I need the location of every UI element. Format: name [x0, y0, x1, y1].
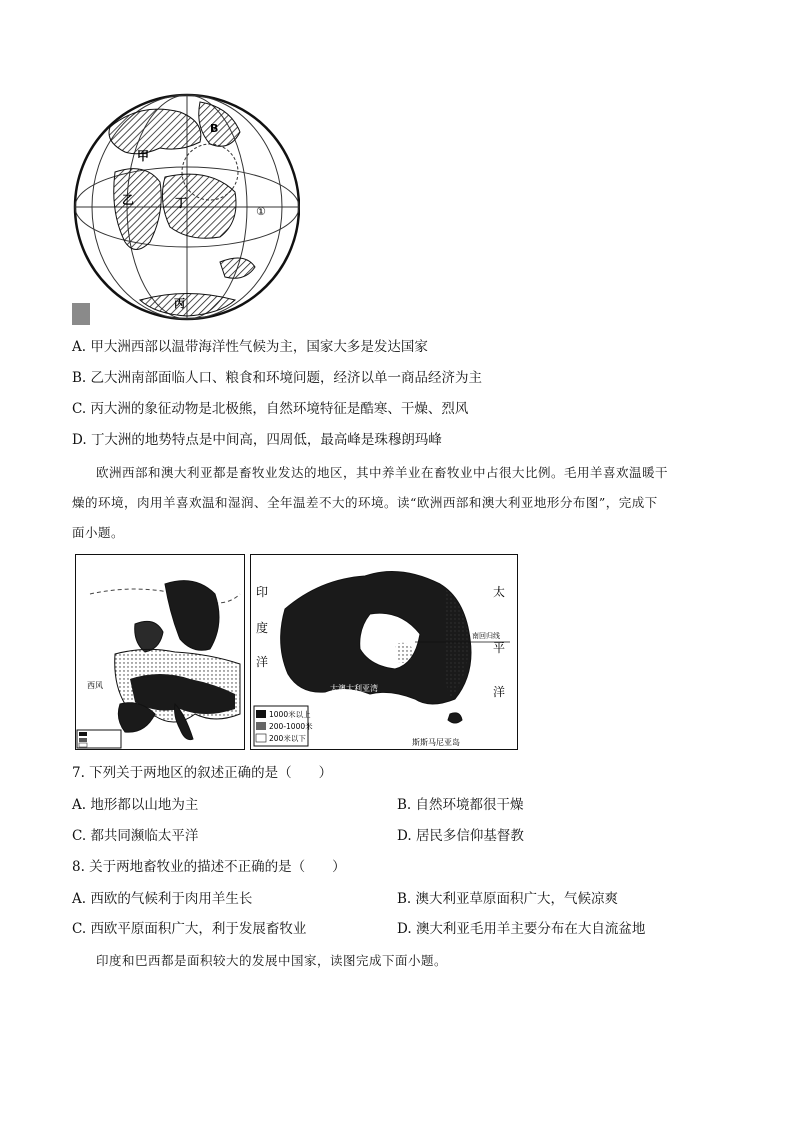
option-text: 甲大洲西部以温带海洋性气候为主，国家大多是发达国家 [90, 339, 428, 355]
option-a-prev[interactable] [72, 338, 428, 356]
option-d-prev[interactable] [72, 431, 442, 449]
option-letter: B. [72, 370, 87, 386]
option-b-prev[interactable] [72, 369, 482, 387]
option-letter: A. [72, 797, 87, 813]
option-letter: D. [72, 432, 87, 448]
option-letter: D. [397, 828, 412, 844]
q8-option-b[interactable] [397, 890, 618, 908]
ocean-pacific-1: 太 [493, 585, 506, 599]
label-ding: 丁 [175, 196, 188, 210]
option-text: 地形都以山地为主 [90, 797, 199, 813]
option-letter: A. [72, 891, 87, 907]
ocean-pacific-3: 洋 [493, 685, 506, 699]
globe-map [70, 82, 300, 327]
europe-map [75, 554, 245, 750]
island-label: 斯斯马尼亚岛 [412, 738, 460, 747]
option-text: 自然环境都很干燥 [415, 797, 524, 813]
option-letter: A. [72, 339, 87, 355]
option-text: 澳大利亚草原面积广大，气候凉爽 [415, 891, 619, 907]
option-text: 居民多信仰基督教 [415, 828, 524, 844]
label-yi: 乙 [122, 193, 135, 207]
closing-paragraph: 印度和巴西都是面积较大的发展中国家，读图完成下面小题。 [96, 953, 448, 968]
option-text: 乙大洲南部面临人口、粮食和环境问题，经济以单一商品经济为主 [90, 370, 483, 386]
q8-option-d[interactable] [397, 920, 645, 938]
option-c-prev[interactable] [72, 400, 468, 418]
option-text: 都共同濒临太平洋 [90, 828, 199, 844]
option-letter: B. [397, 797, 412, 813]
question-8-stem: 8. 关于两地畜牧业的描述不正确的是（ ） [72, 859, 346, 875]
intro-line-2: 燥的环境，肉用羊喜欢温和湿润、全年温差不大的环境。读“欧洲西部和澳大利亚地形分布图”，完成下 [72, 495, 658, 510]
legend-mid: 200-1000米 [269, 722, 313, 731]
intro-line-3: 面小题。 [72, 525, 125, 540]
label-jia: 甲 [137, 149, 150, 163]
q7-option-c[interactable] [72, 827, 198, 845]
option-letter: C. [72, 921, 87, 937]
ocean-indian-3: 洋 [256, 655, 269, 669]
ocean-indian-2: 度 [256, 621, 269, 635]
option-letter: C. [72, 401, 87, 417]
australia-map [250, 554, 518, 750]
option-letter: B. [397, 891, 412, 907]
label-bing: 丙 [174, 297, 185, 310]
option-text: 丙大洲的象征动物是北极熊，自然环境特征是酷寒、干燥、烈风 [90, 401, 469, 417]
q7-option-a[interactable] [72, 796, 198, 814]
legend-low: 200米以下 [269, 734, 306, 743]
option-text: 澳大利亚毛用羊主要分布在大自流盆地 [415, 921, 646, 937]
gray-marker [72, 303, 90, 325]
q8-option-a[interactable] [72, 890, 252, 908]
ocean-indian-1: 印 [256, 585, 269, 599]
europe-label-westerly: 西风 [87, 681, 103, 690]
label-b: B [210, 122, 219, 135]
option-text: 丁大洲的地势特点是中间高，四周低，最高峰是珠穆朗玛峰 [90, 432, 442, 448]
q7-option-b[interactable] [397, 796, 524, 814]
q7-option-d[interactable] [397, 827, 524, 845]
ocean-pacific-2: 平 [493, 641, 506, 655]
option-letter: D. [397, 921, 412, 937]
q8-option-c[interactable] [72, 920, 306, 938]
option-text: 西欧的气候利于肉用羊生长 [90, 891, 253, 907]
continent-ding [162, 174, 236, 238]
option-text: 西欧平原面积广大，利于发展畜牧业 [90, 921, 307, 937]
question-7-stem: 7. 下列关于两地区的叙述正确的是（ ） [72, 765, 333, 781]
legend-high: 1000米以上 [269, 710, 311, 719]
tropic-label: 南回归线 [472, 632, 500, 640]
option-letter: C. [72, 828, 87, 844]
bay-label: 大澳大利亚湾 [330, 684, 378, 693]
label-circle-1: ① [256, 205, 266, 218]
intro-line-1: 欧洲西部和澳大利亚都是畜牧业发达的地区，其中养羊业在畜牧业中占很大比例。毛用羊喜欢温暖干 [96, 465, 669, 480]
